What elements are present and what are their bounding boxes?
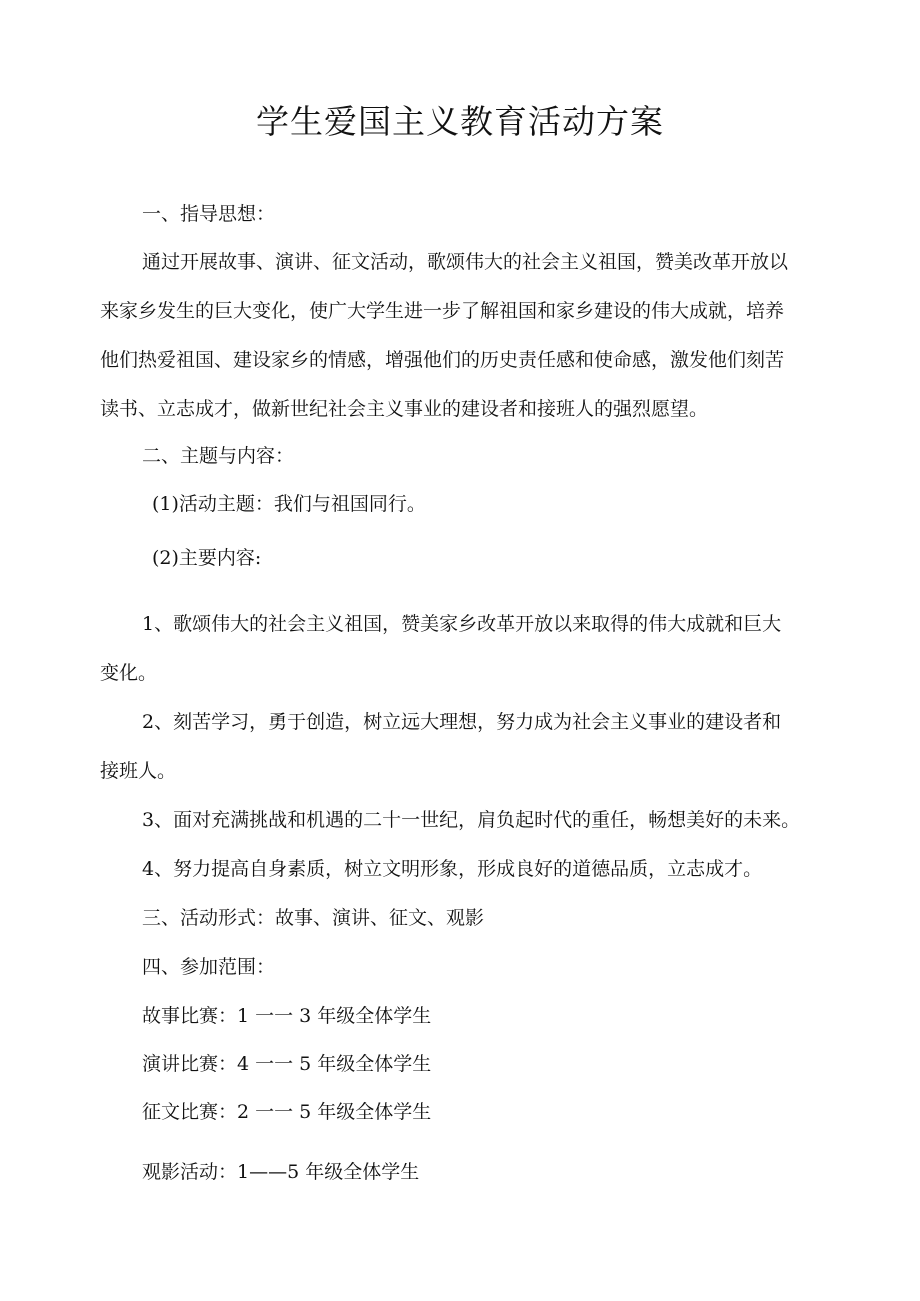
document-title: 学生爱国主义教育活动方案 xyxy=(256,102,664,141)
section3-heading: 三、活动形式：故事、演讲、征文、观影 xyxy=(142,907,485,929)
scope-entry-story: 故事比赛：1 一一 3 年级全体学生 xyxy=(142,1005,432,1027)
content-item-2-line-1: 2、刻苦学习，勇于创造，树立远大理想，努力成为社会主义事业的建设者和 xyxy=(142,711,782,733)
scope-entry-film: 观影活动：1——5 年级全体学生 xyxy=(142,1161,420,1183)
scope-entry-speech: 演讲比赛：4 一一 5 年级全体学生 xyxy=(142,1053,432,1075)
content-item-1-line-2: 变化。 xyxy=(100,662,158,684)
section1-heading: 一、指导思想： xyxy=(142,203,276,225)
section2-theme: (1)活动主题：我们与祖国同行。 xyxy=(152,493,426,515)
section1-paragraph-line-4: 读书、立志成才，做新世纪社会主义事业的建设者和接班人的强烈愿望。 xyxy=(100,398,709,420)
section4-heading: 四、参加范围： xyxy=(142,956,276,978)
section2-heading: 二、主题与内容： xyxy=(142,445,295,467)
section1-paragraph-line-1: 通过开展故事、演讲、征文活动，歌颂伟大的社会主义祖国，赞美改革开放以 xyxy=(142,251,789,273)
section2-content-label: (2)主要内容: xyxy=(152,547,262,569)
scope-entry-essay: 征文比赛：2 一一 5 年级全体学生 xyxy=(142,1101,432,1123)
section1-paragraph-line-2: 来家乡发生的巨大变化，使广大学生进一步了解祖国和家乡建设的伟大成就，培养 xyxy=(100,300,785,322)
content-item-1-line-1: 1、歌颂伟大的社会主义祖国，赞美家乡改革开放以来取得的伟大成就和巨大 xyxy=(142,613,782,635)
content-item-2-line-2: 接班人。 xyxy=(100,760,177,782)
content-item-3: 3、面对充满挑战和机遇的二十一世纪，肩负起时代的重任，畅想美好的未来。 xyxy=(142,809,801,831)
content-item-4: 4、努力提高自身素质，树立文明形象，形成良好的道德品质，立志成才。 xyxy=(142,858,763,880)
section1-paragraph-line-3: 他们热爱祖国、建设家乡的情感，增强他们的历史责任感和使命感，激发他们刻苦 xyxy=(100,349,785,371)
